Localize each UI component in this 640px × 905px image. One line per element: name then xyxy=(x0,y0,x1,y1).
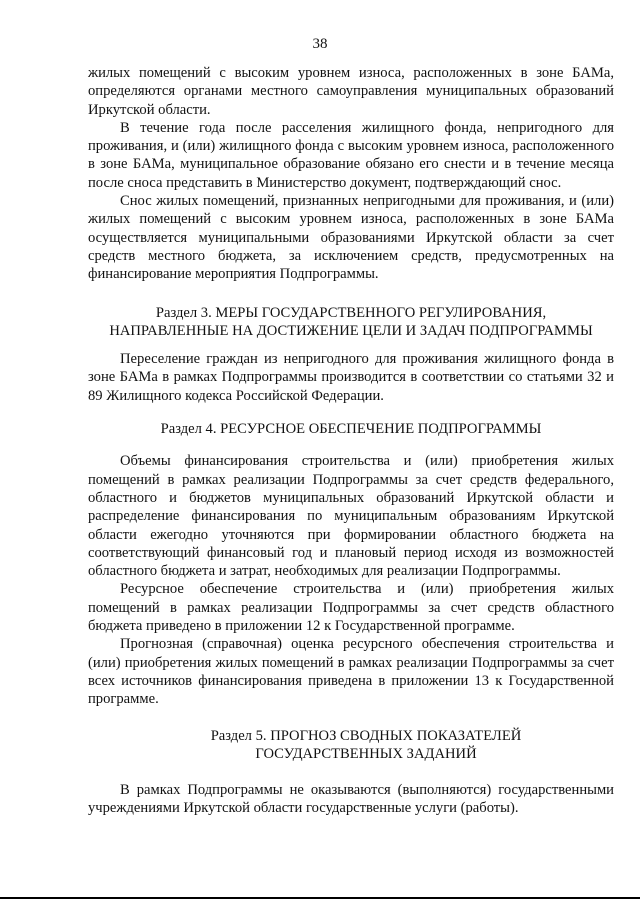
section-5-paragraph: В рамках Подпрограммы не оказываются (выполняются) государственными учреждениями Иркутской области государственные услуги (работы). xyxy=(88,782,614,817)
section-3-paragraph: Переселение граждан из непригодного для проживания жилищного фонда в зоне БАМа в рамках Подпрограммы производится в соответствии со статьями 32 и 89 Жилищного кодекса Российской Федерации. xyxy=(88,351,614,404)
section-4-paragraph-funding-volumes: Объемы финансирования строительства и (или) приобретения жилых помещений в рамках реализации Подпрограммы за счет средств федерального, областного и бюджетов муниципальных образований Иркутской области и распределение финансирования по муниципальным образованиям Иркутской области ежегодно уточняются при формировании областного бюджета на соответствующий финансовый год и плановый период исходя из возможностей областного бюджета и затрат, необходимых для реализации Подпрограммы. xyxy=(88,453,614,580)
section-4-heading: Раздел 4. РЕСУРСНОЕ ОБЕСПЕЧЕНИЕ ПОДПРОГРАММЫ xyxy=(160,421,542,438)
page-number: 38 xyxy=(312,36,328,52)
document-body xyxy=(88,64,614,818)
section-5-heading xyxy=(88,727,614,764)
section-5-heading-line-1: Раздел 5. ПРОГНОЗ СВОДНЫХ ПОКАЗАТЕЛЕЙ xyxy=(210,727,522,744)
section-4-paragraph-resource-provision: Ресурсное обеспечение строительства и (или) приобретения жилых помещений в рамках реализации Подпрограммы за счет средств областного бюджета приведено в приложении 12 к Государственной программе. xyxy=(88,581,614,635)
paragraph-demolition-obligation: В течение года после расселения жилищного фонда, непригодного для проживания, и (или) жилищного фонда с высоким уровнем износа, расположенного в зоне БАМа, муниципальное образование обязано его снести и в течение месяца после сноса представить в Министерство документ, подтверждающий снос. xyxy=(88,119,614,191)
section-3-heading xyxy=(88,304,614,341)
section-4-paragraph-forecast-estimate: Прогнозная (справочная) оценка ресурсного обеспечения строительства и (или) приобретения жилых помещений в рамках реализации Подпрограммы за счет всех источников финансирования приведена в приложении 13 к Государственной программе. xyxy=(88,636,614,708)
bottom-border xyxy=(0,897,640,899)
paragraph-demolition-funding: Снос жилых помещений, признанных непригодными для проживания, и (или) жилых помещений с высоким уровнем износа, расположенных в зоне БАМа осуществляется муниципальными образованиями Иркутской области за счет средств местного бюджета, за исключением средств, предусмотренных на финансирование мероприятия Подпрограммы. xyxy=(88,193,614,283)
section-5-heading-line-2: ГОСУДАРСТВЕННЫХ ЗАДАНИЙ xyxy=(255,745,477,762)
paragraph-continued: жилых помещений с высоким уровнем износа, расположенных в зоне БАМа, определяются органами местного самоуправления муниципальных образований Иркутской области. xyxy=(88,65,614,118)
section-3-heading-line-2: НАПРАВЛЕННЫЕ НА ДОСТИЖЕНИЕ ЦЕЛИ И ЗАДАЧ ПОДПРОГРАММЫ xyxy=(109,322,593,339)
section-3-heading-line-1: Раздел 3. МЕРЫ ГОСУДАРСТВЕННОГО РЕГУЛИРОВАНИЯ, xyxy=(155,304,547,321)
